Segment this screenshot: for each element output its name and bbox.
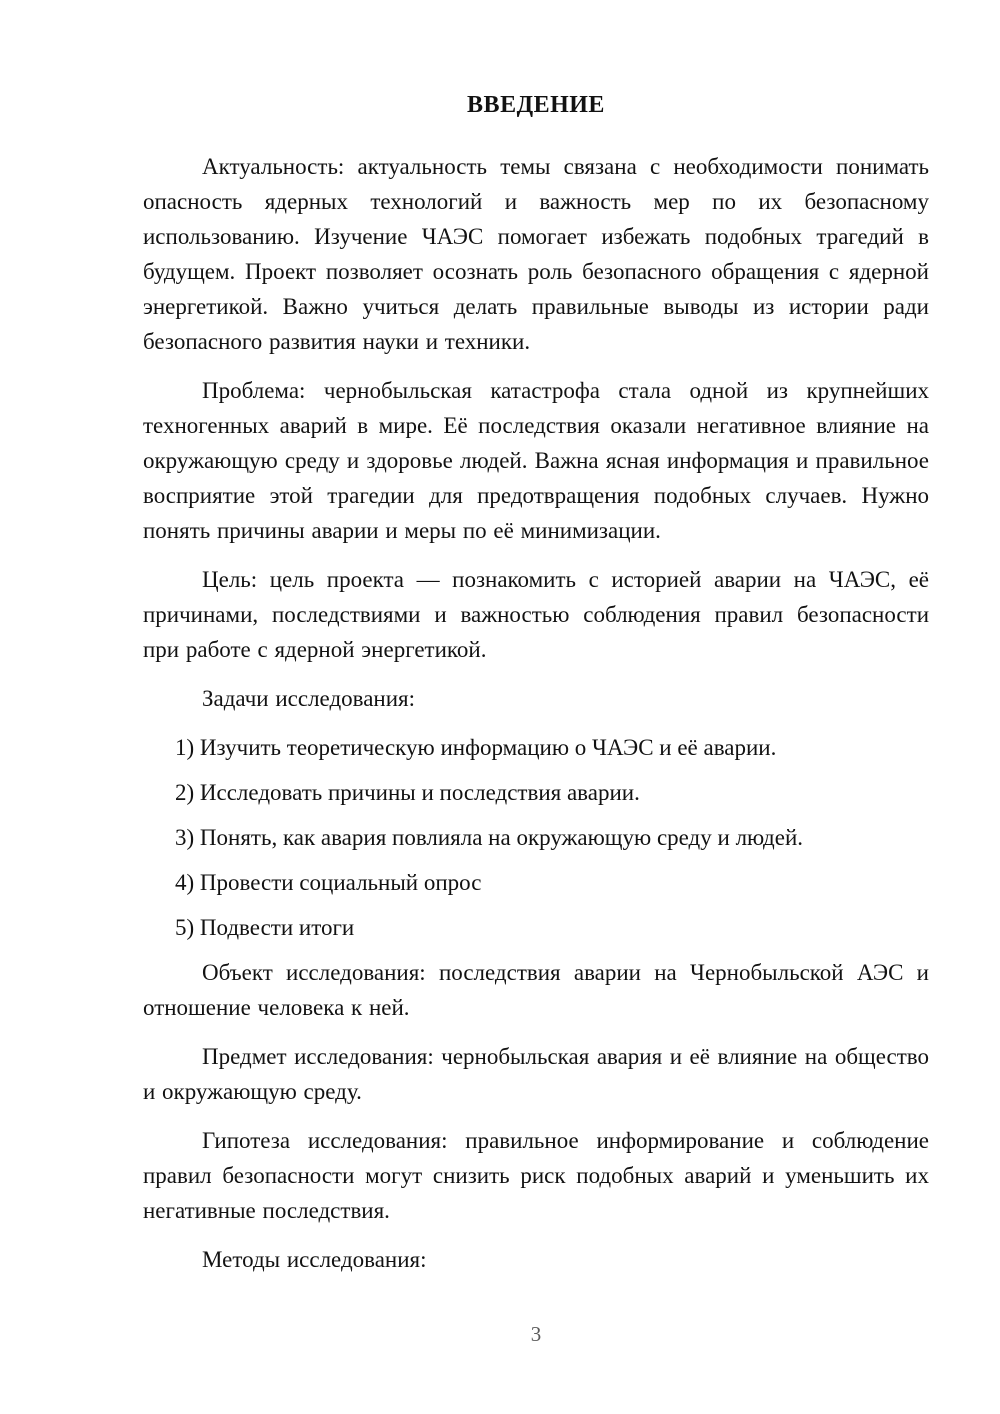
methods-heading: Методы исследования: <box>202 1247 427 1272</box>
tasks-heading: Задачи исследования: <box>202 686 416 711</box>
paragraph-object: Объект исследования: последствия аварии на Чернобыльской АЭС и отношение человека к ней. <box>143 960 929 1020</box>
task-item-5: 5) Подвести итоги <box>175 915 355 940</box>
page-title: ВВЕДЕНИЕ <box>467 92 605 118</box>
tasks-list <box>143 730 929 945</box>
paragraph-relevance: Актуальность: актуальность темы связана с необходимости понимать опасность ядерных технологий и важность мер по их безопасному использованию. Изучение ЧАЭС помогает избежать подобных трагедий в будущем. Проект позволяет осознать роль безопасного обращения с ядерной энергетикой. Важно учиться делать правильные выводы из истории ради безопасного развития науки и техники. <box>143 154 929 354</box>
paragraph-goal: Цель: цель проекта — познакомить с историей аварии на ЧАЭС, её причинами, последствиями и важностью соблюдения правил безопасности при работе с ядерной энергетикой. <box>143 567 929 662</box>
paragraph-subject: Предмет исследования: чернобыльская авария и её влияние на общество и окружающую среду. <box>143 1044 929 1104</box>
task-item-3: 3) Понять, как авария повлияла на окружающую среду и людей. <box>175 825 804 850</box>
paragraph-hypothesis: Гипотеза исследования: правильное информирование и соблюдение правил безопасности могут снизить риск подобных аварий и уменьшить их негативные последствия. <box>143 1128 929 1223</box>
task-item-1: 1) Изучить теоретическую информацию о ЧАЭС и её аварии. <box>175 735 777 760</box>
page-number: 3 <box>530 1322 542 1346</box>
task-item-2: 2) Исследовать причины и последствия аварии. <box>175 780 640 805</box>
paragraph-problem: Проблема: чернобыльская катастрофа стала одной из крупнейших техногенных аварий в мире. Её последствия оказали негативное влияние на окружающую среду и здоровье людей. Важна ясная информация и правильное восприятие этой трагедии для предотвращения подобных случаев. Нужно понять причины аварии и меры по её минимизации. <box>143 378 929 543</box>
task-item-4: 4) Провести социальный опрос <box>175 870 482 895</box>
